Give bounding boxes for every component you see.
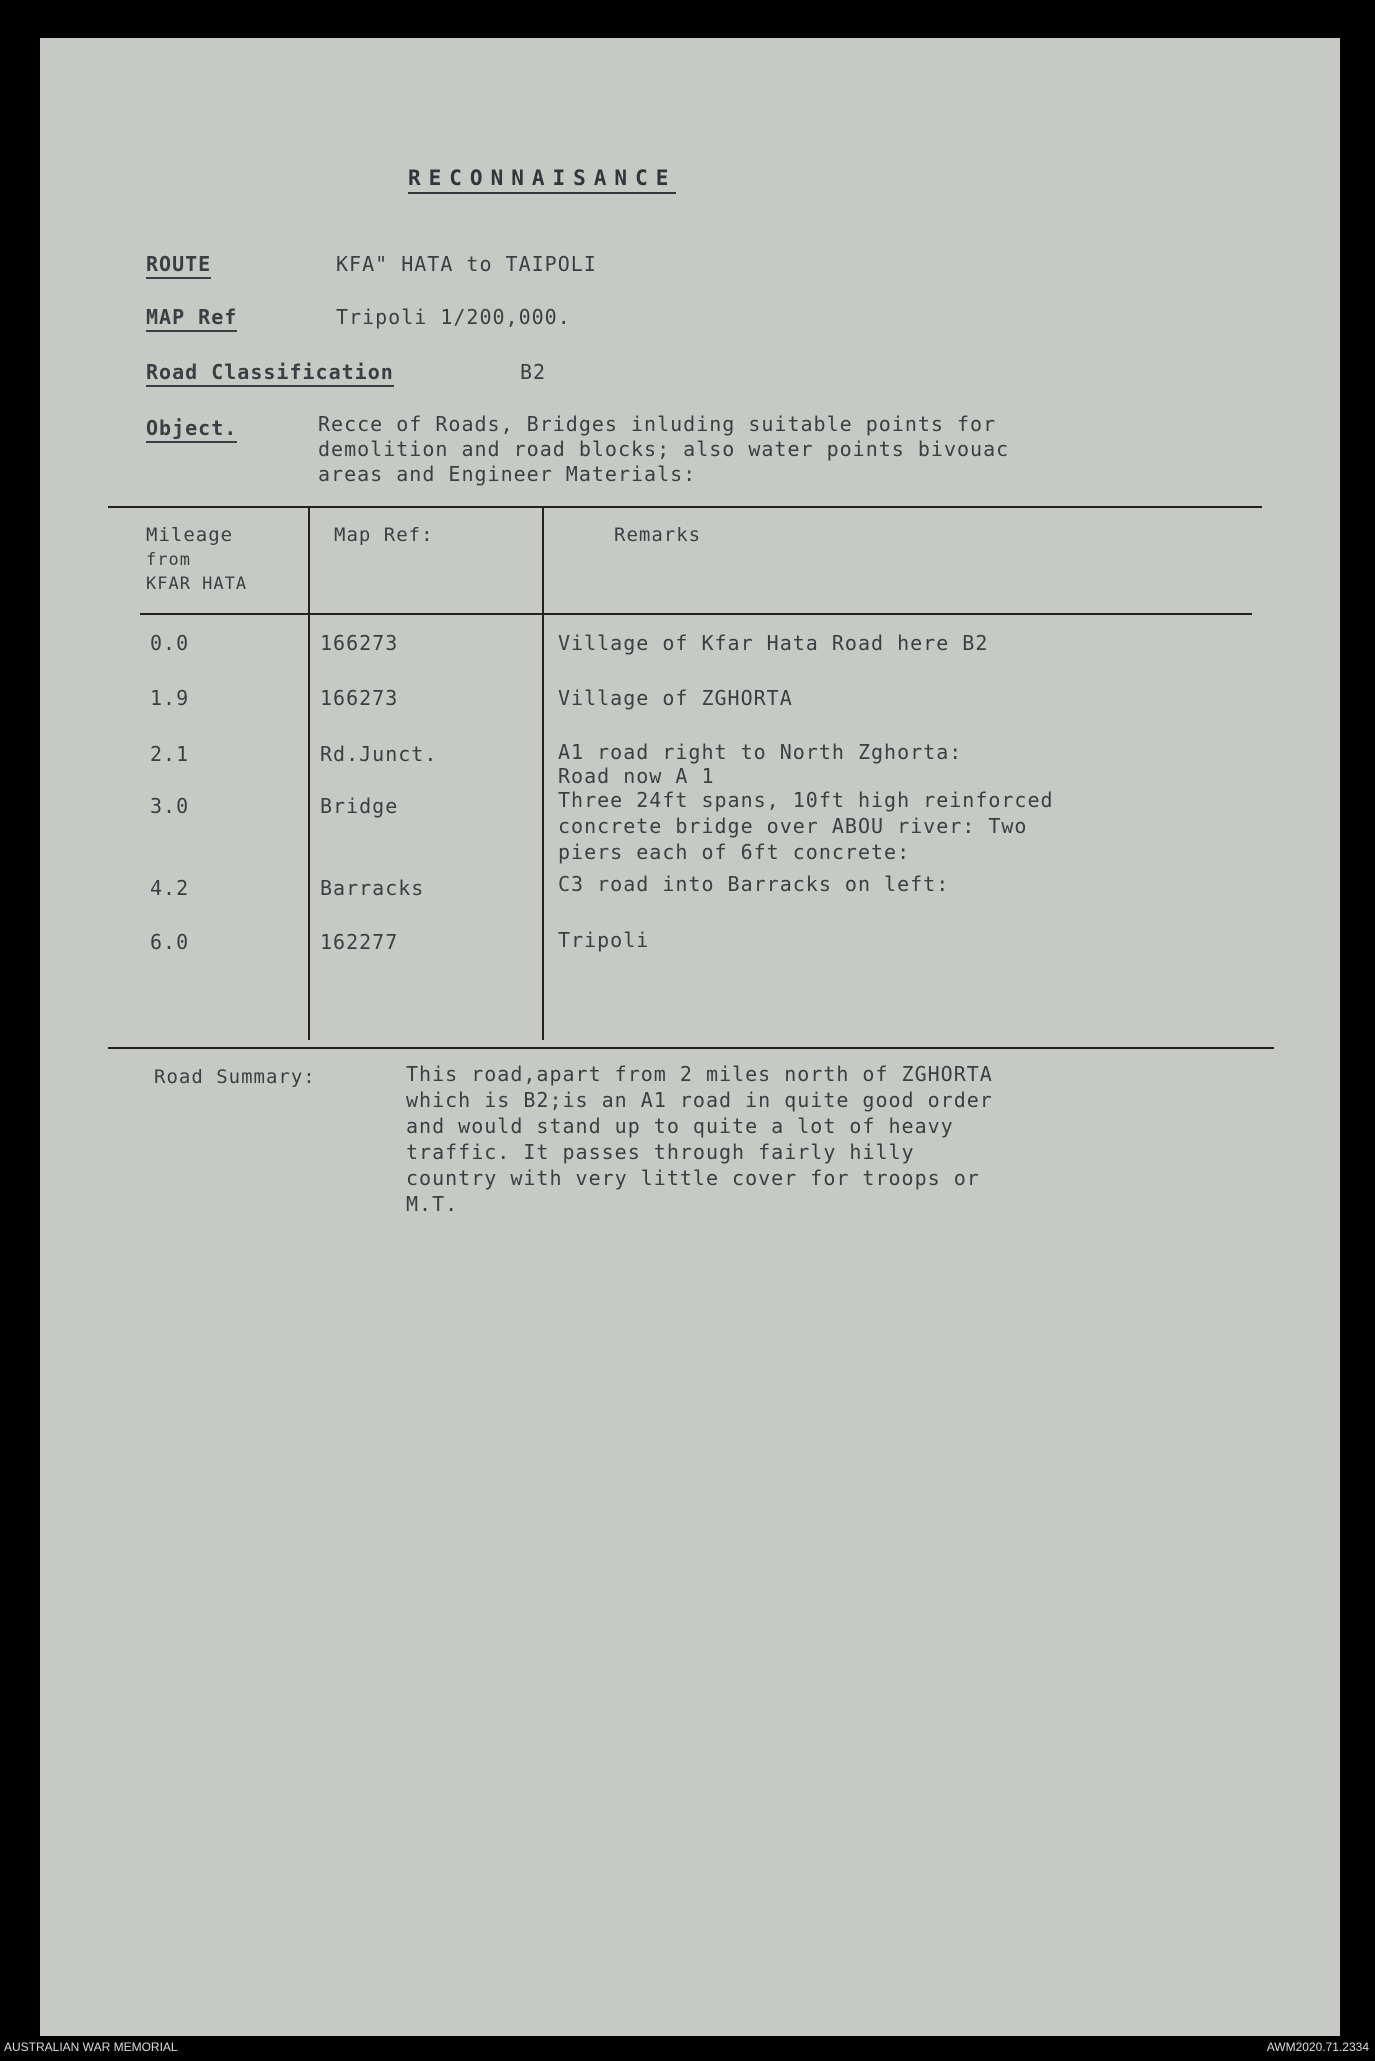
row-remarks: Road now A 1 xyxy=(558,764,715,788)
row-mapref: 162277 xyxy=(320,930,399,954)
row-mapref: Rd.Junct. xyxy=(320,742,438,766)
road-classification-label: Road Classification xyxy=(146,360,394,387)
row-remarks: Village of Kfar Hata Road here B2 xyxy=(558,631,989,655)
route-label: ROUTE xyxy=(146,252,211,279)
summary-line: M.T. xyxy=(406,1192,459,1216)
summary-line: This road,apart from 2 miles north of ZGHORTA xyxy=(406,1062,993,1086)
header-mileage: from xyxy=(146,550,191,570)
header-mileage: Mileage xyxy=(146,524,234,546)
row-mileage: 0.0 xyxy=(150,631,190,655)
row-mileage: 3.0 xyxy=(150,794,190,818)
summary-line: which is B2;is an A1 road in quite good order xyxy=(406,1088,993,1112)
row-remarks: A1 road right to North Zghorta: xyxy=(558,740,963,764)
mapref-label: MAP Ref xyxy=(146,305,237,332)
footer-accession-number: AWM2020.71.2334 xyxy=(1266,2040,1369,2054)
table-header-rule xyxy=(140,613,1252,615)
row-remarks: concrete bridge over ABOU river: Two xyxy=(558,814,1028,838)
row-mapref: Bridge xyxy=(320,794,399,818)
row-remarks: piers each of 6ft concrete: xyxy=(558,840,911,864)
header-mapref: Map Ref: xyxy=(334,524,434,546)
row-mileage: 2.1 xyxy=(150,742,190,766)
route-value: KFA" HATA to TAIPOLI xyxy=(336,252,597,276)
summary-label: Road Summary: xyxy=(154,1066,316,1088)
object-line: areas and Engineer Materials: xyxy=(318,462,697,486)
object-label: Object. xyxy=(146,416,237,443)
summary-line: traffic. It passes through fairly hilly xyxy=(406,1140,915,1164)
table-bottom-rule xyxy=(108,1047,1274,1049)
mapref-value: Tripoli 1/200,000. xyxy=(336,305,571,329)
row-mapref: 166273 xyxy=(320,631,399,655)
document-title: RECONNAISANCE xyxy=(408,166,676,194)
row-remarks: Three 24ft spans, 10ft high reinforced xyxy=(558,788,1054,812)
summary-line: and would stand up to quite a lot of heavy xyxy=(406,1114,954,1138)
table-column-divider xyxy=(308,508,310,1040)
row-remarks: Village of ZGHORTA xyxy=(558,686,793,710)
summary-line: country with very little cover for troops or xyxy=(406,1166,980,1190)
road-classification-value: B2 xyxy=(520,360,547,384)
footer-institution: AUSTRALIAN WAR MEMORIAL xyxy=(4,2040,178,2054)
row-mapref: 166273 xyxy=(320,686,399,710)
object-line: demolition and road blocks; also water points bivouac xyxy=(318,437,1010,461)
row-remarks: Tripoli xyxy=(558,928,650,952)
table-top-rule xyxy=(108,506,1262,508)
header-mileage: KFAR HATA xyxy=(146,574,248,594)
row-mapref: Barracks xyxy=(320,876,425,900)
table-column-divider xyxy=(542,508,544,1040)
object-line: Recce of Roads, Bridges inluding suitable points for xyxy=(318,412,997,436)
row-mileage: 1.9 xyxy=(150,686,190,710)
row-mileage: 6.0 xyxy=(150,930,190,954)
header-remarks: Remarks xyxy=(614,524,702,546)
document-page xyxy=(40,38,1340,2036)
row-mileage: 4.2 xyxy=(150,876,190,900)
row-remarks: C3 road into Barracks on left: xyxy=(558,872,950,896)
